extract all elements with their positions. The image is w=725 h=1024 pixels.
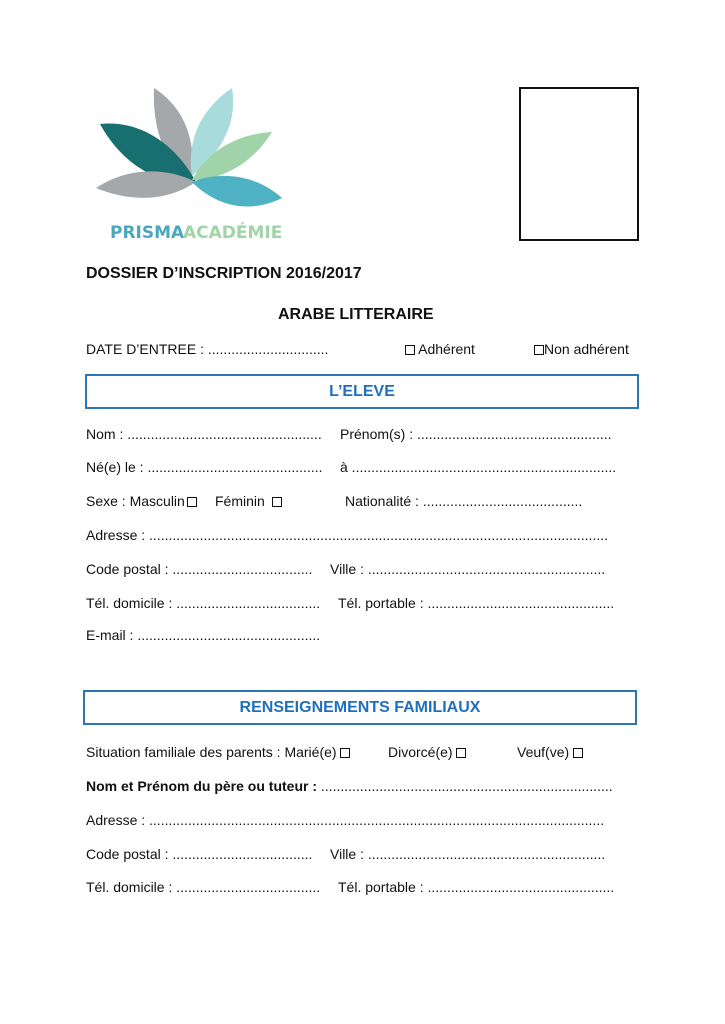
famille-tel-portable-field[interactable]: Tél. portable : ................................................ xyxy=(338,879,615,895)
pere-tuteur-dots: ........................................................................... xyxy=(320,778,613,794)
veuf-checkbox[interactable] xyxy=(573,748,583,758)
adherent-checkbox[interactable] xyxy=(405,345,415,355)
pere-tuteur-field[interactable] xyxy=(86,778,613,794)
date-entree-field[interactable]: DATE D’ENTREE : ............................... xyxy=(86,341,329,357)
famille-tel-domicile-field[interactable]: Tél. domicile : ..................................... xyxy=(86,879,321,895)
veuf-label: Veuf(ve) xyxy=(517,744,570,760)
sexe-feminin-label: Féminin xyxy=(215,493,265,509)
adresse-field[interactable]: Adresse : ...................................................................................................................... xyxy=(86,527,609,543)
situation-marie-option[interactable] xyxy=(86,744,350,760)
tel-portable-field[interactable]: Tél. portable : ................................................ xyxy=(338,595,615,611)
famille-adresse-field[interactable]: Adresse : ..................................................................................................................... xyxy=(86,812,605,828)
photo-placeholder xyxy=(519,87,639,241)
divorce-label: Divorcé(e) xyxy=(388,744,453,760)
non-adherent-checkbox[interactable] xyxy=(534,345,544,355)
sexe-feminin-option[interactable] xyxy=(215,493,282,509)
section-eleve-heading: L’ELEVE xyxy=(329,382,395,400)
logo-brand-right: ACADÉMIE xyxy=(183,223,283,243)
prenom-field[interactable]: Prénom(s) : .................................................. xyxy=(340,426,612,442)
nationalite-field[interactable]: Nationalité : ......................................... xyxy=(345,493,583,509)
logo-brand-left: PRISMA xyxy=(110,223,185,243)
situation-divorce-option[interactable] xyxy=(388,744,466,760)
sexe-masculin-option[interactable] xyxy=(86,493,197,509)
adherent-option[interactable] xyxy=(405,341,475,357)
feminin-checkbox[interactable] xyxy=(272,497,282,507)
code-postal-field[interactable]: Code postal : .................................... xyxy=(86,561,313,577)
situation-label: Situation familiale des parents : Marié(e) xyxy=(86,744,337,760)
famille-code-postal-field[interactable]: Code postal : .................................... xyxy=(86,846,313,862)
date-naissance-field[interactable]: Né(e) le : ............................................. xyxy=(86,459,323,475)
section-famille-header xyxy=(83,690,637,725)
tel-domicile-field[interactable]: Tél. domicile : ..................................... xyxy=(86,595,321,611)
pere-tuteur-label: Nom et Prénom du père ou tuteur : xyxy=(86,778,318,794)
ville-field[interactable]: Ville : ............................................................. xyxy=(330,561,606,577)
marie-checkbox[interactable] xyxy=(340,748,350,758)
document-subtitle: ARABE LITTERAIRE xyxy=(278,306,434,323)
masculin-checkbox[interactable] xyxy=(187,497,197,507)
section-famille-heading: RENSEIGNEMENTS FAMILIAUX xyxy=(239,698,481,716)
section-eleve-header xyxy=(85,374,639,409)
adherent-label: Adhérent xyxy=(418,341,475,357)
non-adherent-option[interactable] xyxy=(534,341,629,357)
divorce-checkbox[interactable] xyxy=(456,748,466,758)
document-title: DOSSIER D’INSCRIPTION 2016/2017 xyxy=(86,265,362,282)
famille-ville-field[interactable]: Ville : ............................................................. xyxy=(330,846,606,862)
lotus-flower-icon xyxy=(92,84,292,244)
sexe-masculin-label: Sexe : Masculin xyxy=(86,493,185,509)
prisma-academie-logo xyxy=(92,84,292,244)
nom-field[interactable]: Nom : .................................................. xyxy=(86,426,322,442)
email-field[interactable]: E-mail : ............................................... xyxy=(86,627,321,643)
non-adherent-label: Non adhérent xyxy=(544,341,629,357)
lieu-naissance-field[interactable]: à .................................................................... xyxy=(340,459,617,475)
situation-veuf-option[interactable] xyxy=(517,744,583,760)
